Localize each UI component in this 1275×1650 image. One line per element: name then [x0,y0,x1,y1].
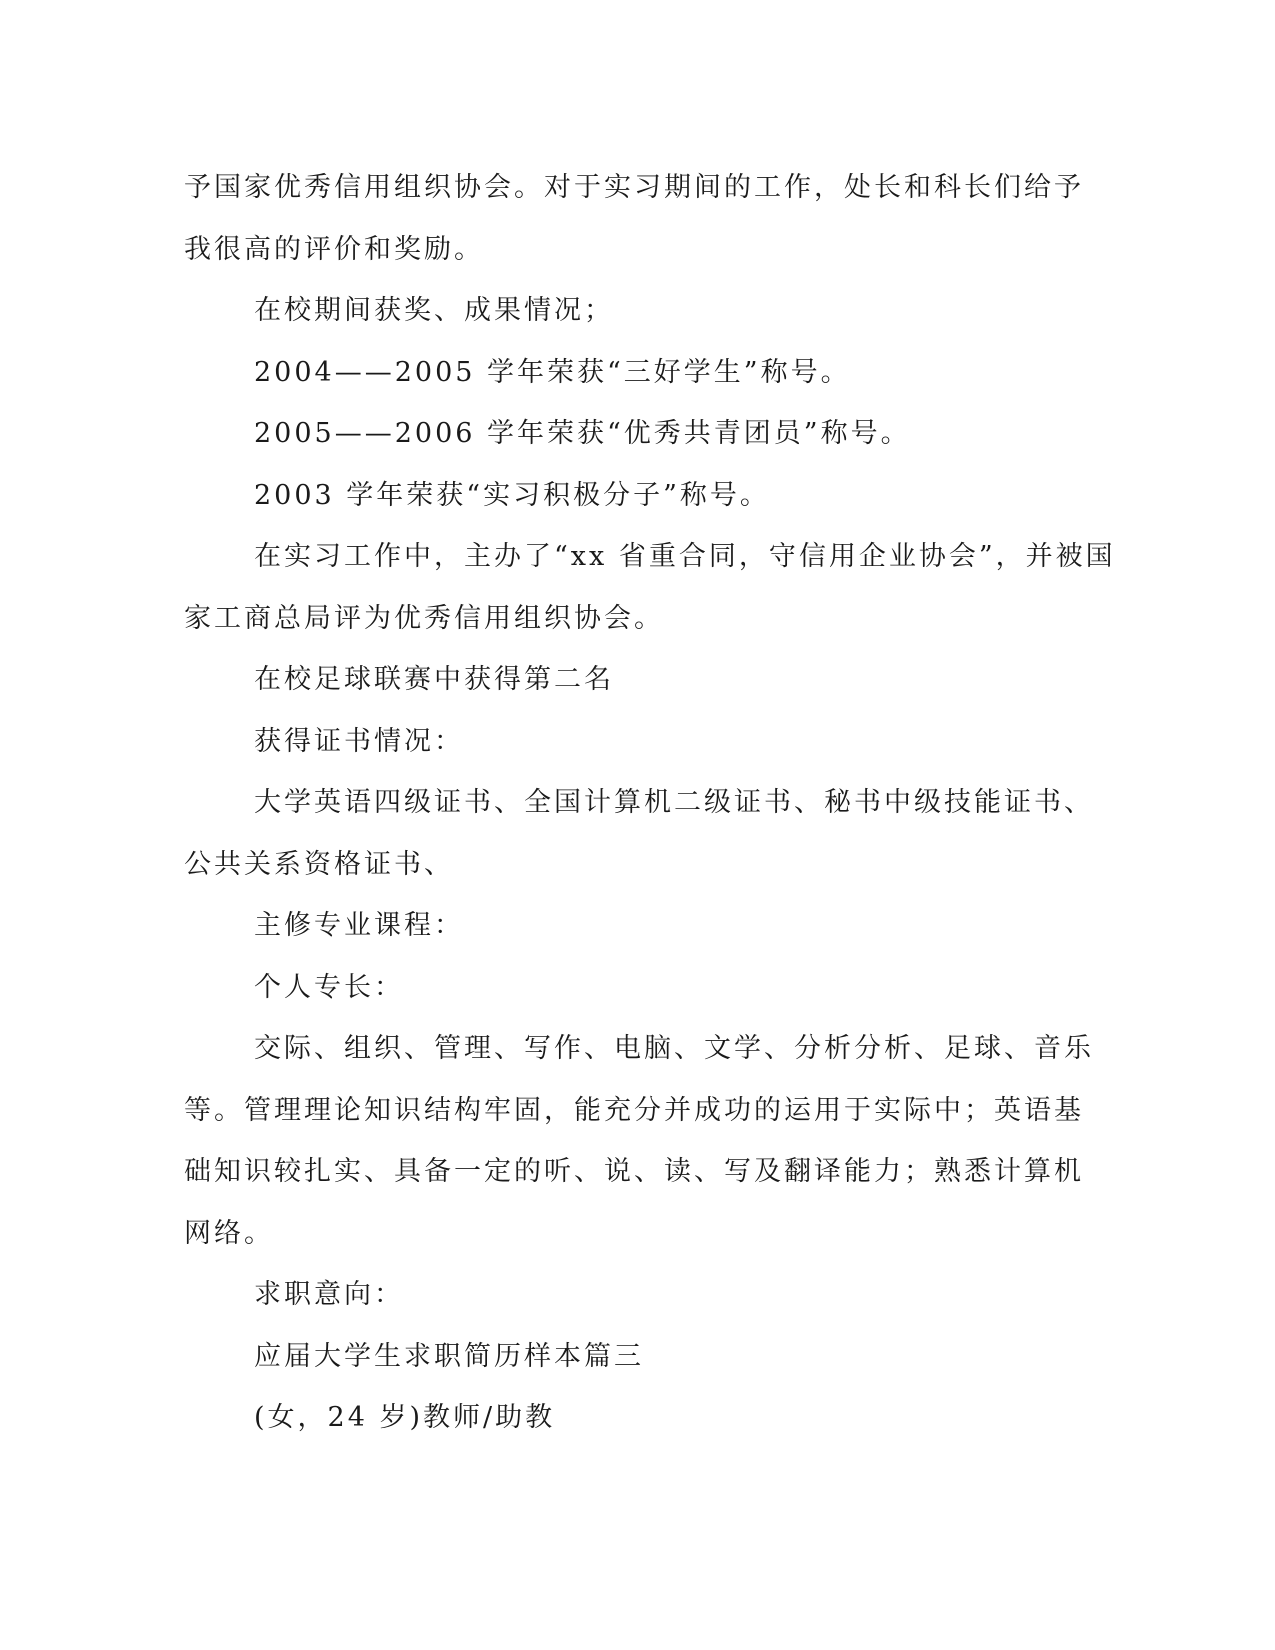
text-line: 等。管理理论知识结构牢固，能充分并成功的运用于实际中；英语基 [184,1094,1084,1126]
text-line: 2004——2005 学年荣获“三好学生”称号。 [254,356,851,388]
text-line: 获得证书情况： [254,725,464,757]
text-line: 个人专长： [254,971,404,1003]
text-line: 2005——2006 学年荣获“优秀共青团员”称号。 [254,418,911,449]
text-line: 础知识较扎实、具备一定的听、说、读、写及翻译能力；熟悉计算机 [184,1156,1084,1187]
text-line: 予国家优秀信用组织协会。对于实习期间的工作，处长和科长们给予 [184,172,1084,203]
text-line: 主修专业课程： [254,910,464,941]
text-line: 交际、组织、管理、写作、电脑、文学、分析分析、足球、音乐 [254,1033,1094,1064]
document-body [184,157,1116,1449]
text-line: 大学英语四级证书、全国计算机二级证书、秘书中级技能证书、 [254,787,1094,818]
text-line: 家工商总局评为优秀信用组织协会。 [184,602,664,634]
text-line: 公共关系资格证书、 [184,848,454,880]
text-line: 网络。 [184,1217,274,1249]
text-line: 在校足球联赛中获得第二名 [254,664,614,695]
text-line: (女，24 岁)教师/助教 [254,1402,556,1433]
text-line: 2003 学年荣获“实习积极分子”称号。 [254,479,770,511]
text-line: 在校期间获奖、成果情况； [254,295,614,326]
text-line: 应届大学生求职简历样本篇三 [254,1340,644,1372]
text-line: 我很高的评价和奖励。 [184,233,484,265]
text-line: 在实习工作中，主办了“xx 省重合同，守信用企业协会”，并被国 [254,541,1116,572]
text-line: 求职意向： [254,1279,404,1310]
